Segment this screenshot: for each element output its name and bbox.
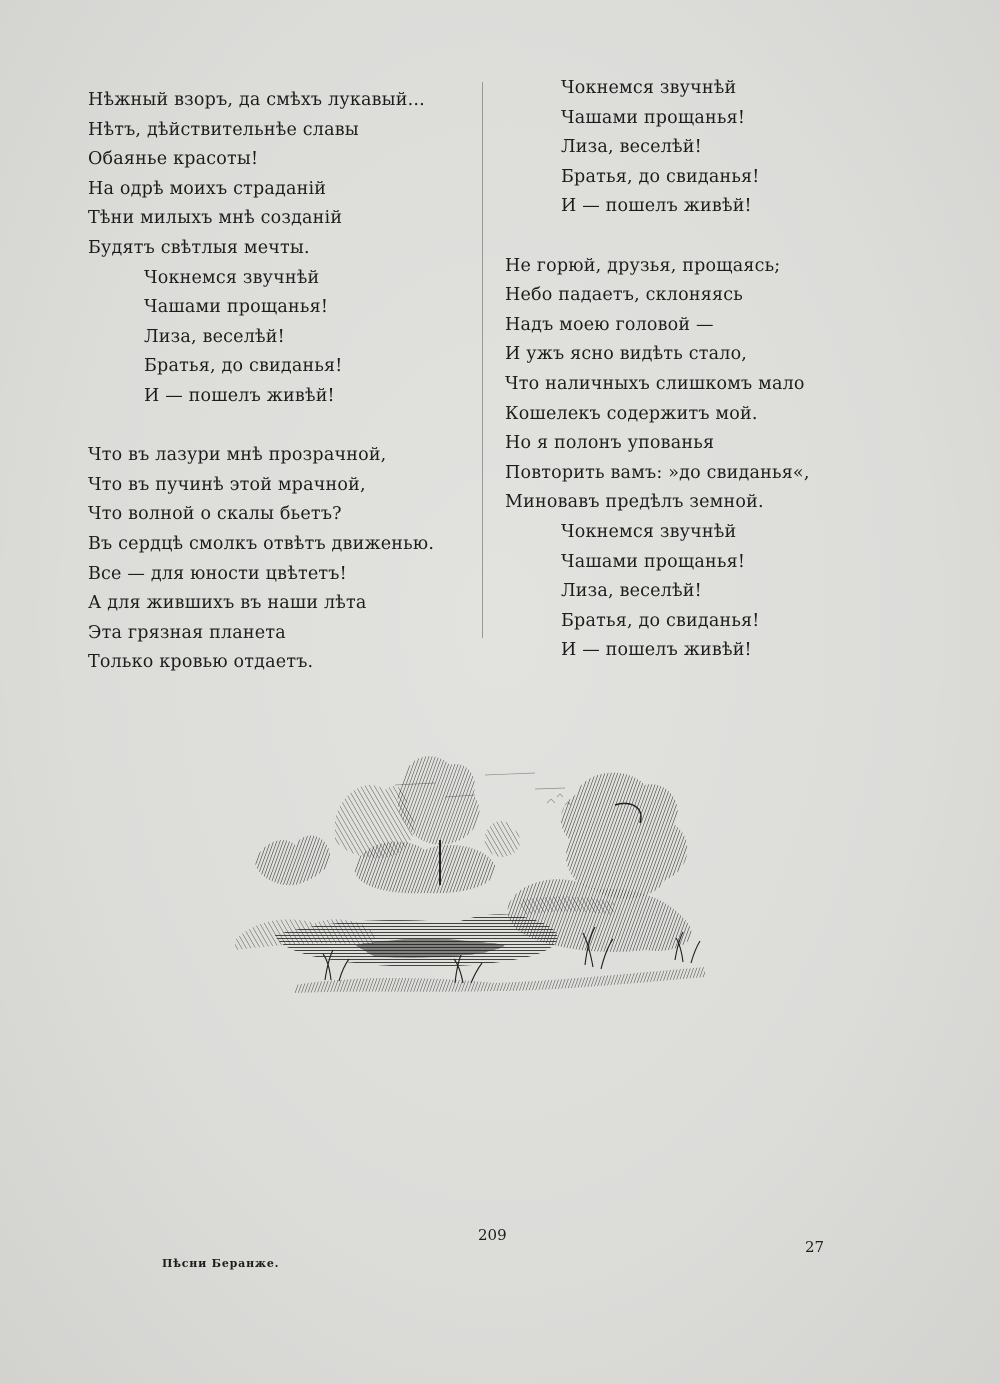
verse-line: Въ сердцѣ смолкъ отвѣтъ движенью.: [88, 533, 435, 554]
page-number: 209: [478, 1226, 507, 1244]
left-verse-column: [88, 86, 478, 678]
refrain-line: Лиза, веселѣй!: [561, 581, 702, 602]
refrain-line: И — пошелъ живѣй!: [144, 385, 335, 406]
refrain-line: Чокнемся звучнѣй: [561, 78, 737, 98]
right-verse-column: [505, 74, 865, 666]
refrain-line: И — пошелъ живѣй!: [561, 196, 752, 217]
verse-line: Эта грязная планета: [88, 622, 286, 643]
refrain-line: Братья, до свиданья!: [561, 610, 760, 631]
running-title: Пѣсни Беранже.: [162, 1257, 280, 1270]
landscape-vignette-icon: [235, 745, 735, 1000]
refrain-line: Чашами прощанья!: [561, 551, 746, 572]
verse-line: Тѣни милыхъ мнѣ созданій: [88, 208, 343, 229]
refrain: [505, 74, 865, 222]
verse-line: А для жившихъ въ наши лѣта: [88, 593, 367, 614]
verse-line: Но я полонъ упованья: [505, 433, 715, 454]
refrain-line: Чашами прощанья!: [561, 107, 746, 128]
stanza: [88, 86, 478, 264]
verse-line: Будятъ свѣтлыя мечты.: [88, 237, 310, 258]
refrain: [88, 264, 478, 412]
verse-line: Нѣтъ, дѣйствительнѣе славы: [88, 119, 359, 140]
refrain-line: Чокнемся звучнѣй: [561, 521, 737, 542]
verse-line: Только кровью отдаетъ.: [88, 652, 314, 673]
verse-line: Повторить вамъ: »до свиданья«,: [505, 462, 810, 483]
signature-mark: 27: [805, 1238, 825, 1256]
refrain-line: Чокнемся звучнѣй: [144, 267, 320, 288]
stanza-gap: [505, 222, 865, 252]
verse-line: Не горюй, друзья, прощаясь;: [505, 255, 781, 276]
refrain-line: Лиза, веселѣй!: [561, 137, 702, 158]
verse-line: Надъ моею головой —: [505, 314, 714, 335]
verse-line: Небо падаетъ, склоняясь: [505, 285, 743, 306]
stanza: [88, 441, 478, 678]
verse-line: На одрѣ моихъ страданій: [88, 178, 327, 199]
verse-line: Обаянье красоты!: [88, 149, 259, 170]
column-divider: [482, 82, 483, 638]
verse-line: Кошелекъ содержитъ мой.: [505, 403, 758, 424]
refrain-line: Чашами прощанья!: [144, 297, 329, 318]
stanza: [505, 252, 865, 518]
refrain: [505, 518, 865, 666]
refrain-line: И — пошелъ живѣй!: [561, 640, 752, 661]
verse-line: Что волной о скалы бьетъ?: [88, 504, 342, 525]
refrain-line: Братья, до свиданья!: [561, 166, 760, 187]
refrain-line: Братья, до свиданья!: [144, 356, 343, 377]
verse-line: Что наличныхъ слишкомъ мало: [505, 373, 805, 394]
refrain-line: Лиза, веселѣй!: [144, 326, 285, 347]
stanza-gap: [88, 412, 478, 442]
verse-line: Нѣжный взоръ, да смѣхъ лукавый...: [88, 90, 425, 110]
verse-line: Миновавъ предѣлъ земной.: [505, 492, 764, 513]
verse-line: И ужъ ясно видѣть стало,: [505, 344, 748, 365]
verse-line: Что въ лазури мнѣ прозрачной,: [88, 445, 387, 466]
verse-line: Что въ пучинѣ этой мрачной,: [88, 474, 366, 495]
verse-line: Все — для юности цвѣтетъ!: [88, 563, 347, 584]
